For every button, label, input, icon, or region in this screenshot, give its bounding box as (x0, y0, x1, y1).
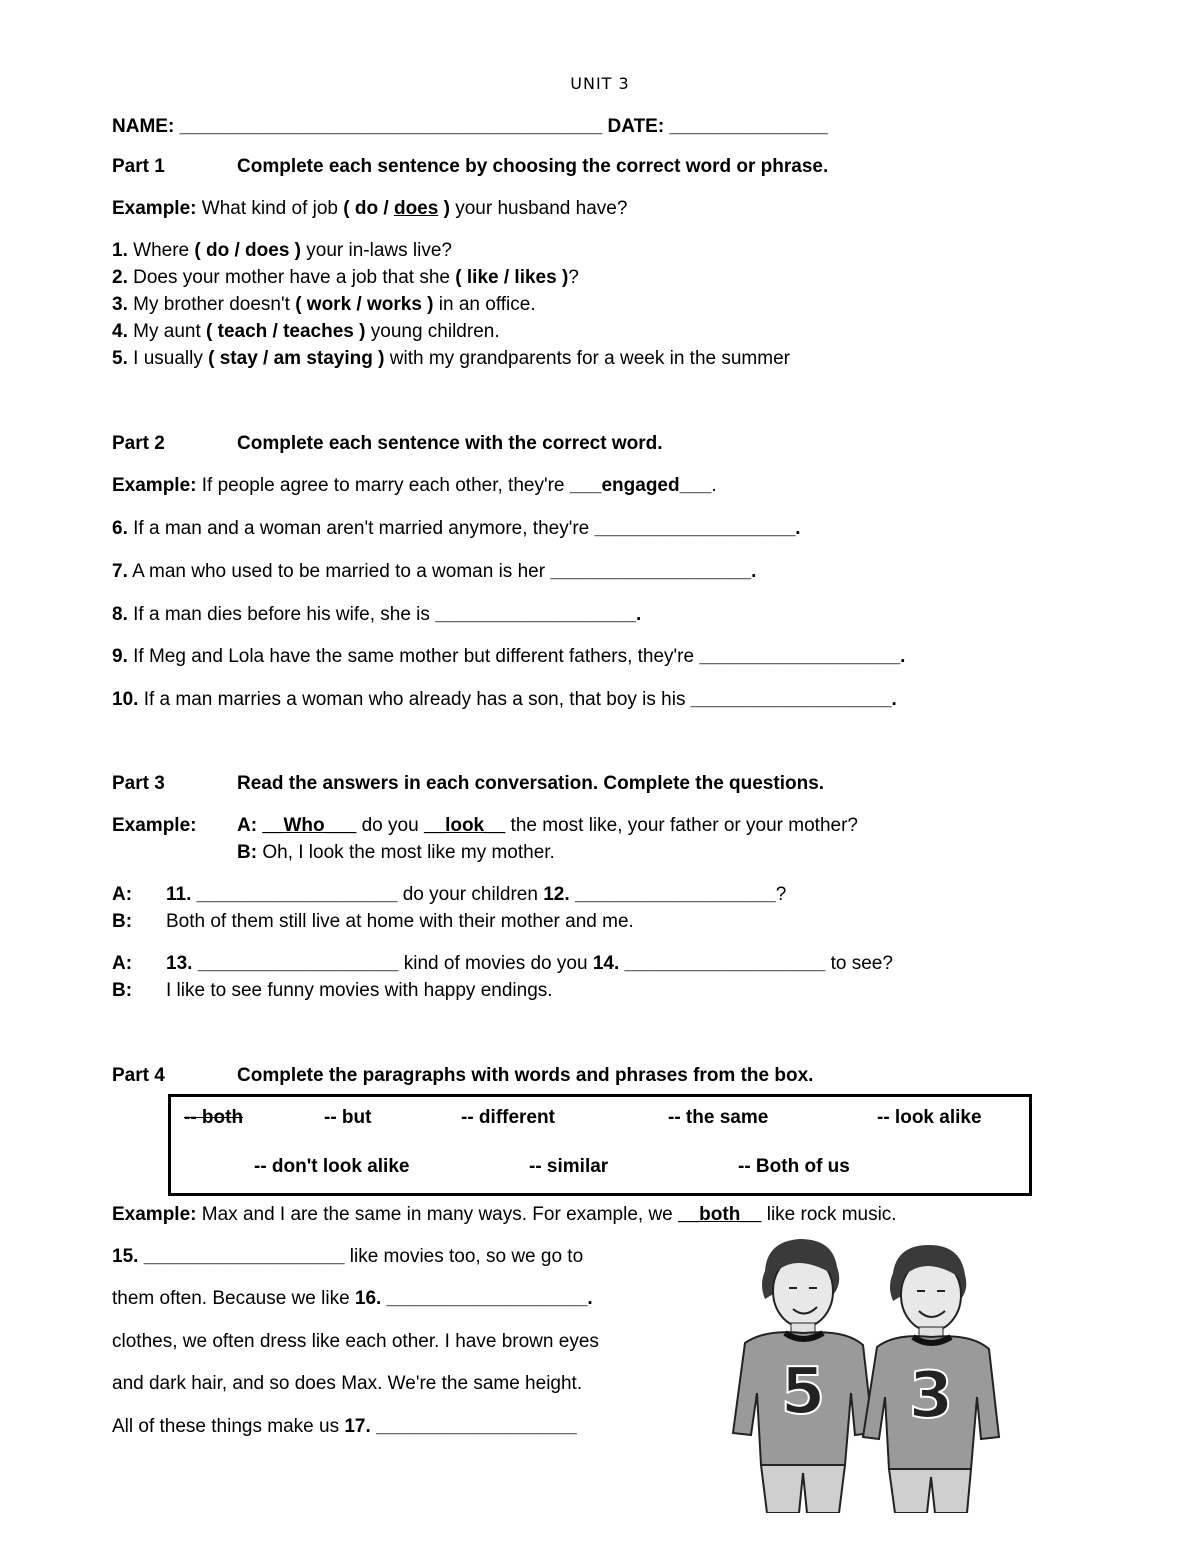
answer-blank[interactable]: ___________________ (386, 1288, 588, 1309)
paragraph-line-5 (112, 1415, 577, 1439)
answer-blank[interactable]: ___________________ (594, 518, 796, 539)
conversation-2-b (112, 979, 553, 1003)
answer-blank[interactable]: ___________________ (196, 884, 398, 905)
boy-left (733, 1239, 873, 1513)
item-text: My aunt (133, 321, 201, 342)
paragraph-text: clothes, we often dress like each other. I have brown eyes (112, 1331, 599, 1352)
boy-right (863, 1245, 999, 1513)
part2-heading (112, 432, 663, 456)
word-box-item: -- Both of us (738, 1156, 850, 1177)
part3-label: Part 3 (112, 773, 165, 794)
word-box-item: -- different (461, 1107, 555, 1128)
speaker-a-label: A: (112, 884, 133, 905)
paragraph-line-3 (112, 1330, 599, 1354)
part2-item-10 (112, 688, 897, 712)
response-text: I like to see funny movies with happy endings. (166, 980, 553, 1001)
item-choice[interactable]: ( teach / teaches ) (206, 321, 366, 342)
answer-blank[interactable]: ___________________ (699, 646, 901, 667)
item-choice[interactable]: ( do / does ) (194, 240, 301, 261)
paragraph-text: like movies too, so we go to (349, 1246, 584, 1267)
answer-blank[interactable]: ___________________ (376, 1416, 577, 1437)
item-number: 2. (112, 267, 128, 288)
example-end: . (711, 475, 717, 496)
answer-blank[interactable]: ___________________ (550, 561, 752, 582)
word-box (168, 1094, 1032, 1196)
example-response: Oh, I look the most like my mother. (262, 842, 555, 863)
part4-instruction: Complete the paragraphs with words and phrases from the box. (237, 1065, 814, 1086)
example-answer-1: __Who___ (262, 815, 357, 836)
item-number: 5. (112, 348, 128, 369)
name-label: NAME: (112, 116, 175, 137)
conversation-2-a (112, 952, 893, 976)
part4-label: Part 4 (112, 1065, 165, 1086)
item-text-end: ? (568, 267, 579, 288)
part1-instruction: Complete each sentence by choosing the correct word or phrase. (237, 156, 829, 177)
item-number: 6. (112, 518, 128, 539)
item-number: 11. (166, 884, 192, 905)
speaker-b-label: B: (112, 911, 133, 932)
header-line (112, 115, 828, 139)
item-text: Does your mother have a job that she (133, 267, 450, 288)
example-label: Example: (112, 198, 197, 219)
example-label: Example: (112, 475, 197, 496)
word-box-item: -- similar (529, 1156, 609, 1177)
part1-item-5 (112, 347, 790, 371)
twin-boys-illustration (705, 1233, 1030, 1513)
item-text: If a man and a woman aren't married anymore, they're (133, 518, 590, 539)
part4-example (112, 1203, 897, 1227)
item-choice[interactable]: ( work / works ) (295, 294, 434, 315)
item-text-end: with my grandparents for a week in the summer (389, 348, 790, 369)
part3-example-a (112, 814, 858, 838)
part1-label: Part 1 (112, 156, 165, 177)
item-text: A man who used to be married to a woman is her (132, 561, 546, 582)
answer-blank[interactable]: ___________________ (624, 953, 826, 974)
response-text: Both of them still live at home with their mother and me. (166, 911, 634, 932)
part2-example (112, 474, 717, 498)
item-number: 7. (112, 561, 128, 582)
word-box-item: -- look alike (877, 1107, 982, 1128)
item-number: 13. (166, 953, 193, 974)
paragraph-line-1 (112, 1245, 583, 1269)
part3-heading (112, 772, 824, 796)
item-number: 1. (112, 240, 128, 261)
item-choice[interactable]: ( like / likes ) (455, 267, 569, 288)
answer-blank[interactable]: ___________________ (197, 953, 399, 974)
date-label: DATE: (607, 116, 665, 137)
part2-item-7 (112, 560, 756, 584)
word-box-item: -- both (184, 1107, 244, 1128)
item-text-end: young children. (370, 321, 500, 342)
item-text-end: in an office. (438, 294, 536, 315)
word-box-item: -- don't look alike (254, 1156, 410, 1177)
item-text: If a man dies before his wife, she is (133, 604, 430, 625)
question-end: to see? (830, 953, 893, 974)
item-end: . (635, 604, 642, 625)
item-text: Where (133, 240, 190, 261)
item-number: 4. (112, 321, 128, 342)
item-number: 12. (543, 884, 570, 905)
answer-blank[interactable]: ___________________ (435, 604, 636, 625)
page-title: UNIT 3 (570, 74, 630, 93)
name-blank[interactable]: ________________________________________ (179, 116, 603, 137)
item-text: If a man marries a woman who already has a son, that boy is his (143, 689, 686, 710)
answer-blank[interactable]: ___________________ (143, 1246, 345, 1267)
speaker-b-label: B: (237, 842, 258, 863)
item-end: . (795, 518, 801, 539)
part1-item-2 (112, 266, 579, 290)
item-number: 10. (112, 689, 139, 710)
item-end: . (891, 689, 897, 710)
example-answer: does (393, 198, 439, 219)
part2-label: Part 2 (112, 433, 165, 454)
item-number: 3. (112, 294, 128, 315)
speaker-a-label: A: (237, 815, 258, 836)
shirt-number-3: 3 (908, 1359, 954, 1433)
item-number: 16. (354, 1288, 382, 1309)
conversation-1-b (112, 910, 634, 934)
paragraph-text: them often. Because we like (112, 1288, 350, 1309)
shirt-number-5: 5 (780, 1355, 826, 1429)
example-text: Max and I are the same in many ways. For example, we (201, 1204, 673, 1225)
paragraph-text: All of these things make us (112, 1416, 340, 1437)
item-number: 14. (592, 953, 620, 974)
part1-example (112, 197, 627, 221)
part1-item-1 (112, 239, 452, 263)
word-box-item: -- but (324, 1107, 372, 1128)
example-text-end: the most like, your father or your mother? (510, 815, 858, 836)
part2-instruction: Complete each sentence with the correct word. (237, 433, 663, 454)
example-choice-close: ) (443, 198, 450, 219)
date-blank[interactable]: _______________ (669, 116, 828, 137)
conversation-1-a (112, 883, 786, 907)
item-text: I usually (133, 348, 203, 369)
question-text: do your children (402, 884, 538, 905)
example-text-end: like rock music. (766, 1204, 897, 1225)
example-answer: ___engaged___ (569, 475, 712, 496)
speaker-a-label: A: (112, 953, 133, 974)
item-end: . (900, 646, 906, 667)
paragraph-line-2 (112, 1287, 593, 1311)
example-text-end: your husband have? (455, 198, 628, 219)
example-answer-2: __look__ (423, 815, 506, 836)
item-number: 8. (112, 604, 128, 625)
part2-item-9 (112, 645, 905, 669)
question-text: kind of movies do you (403, 953, 588, 974)
part2-item-6 (112, 517, 801, 541)
item-number: 9. (112, 646, 128, 667)
item-choice[interactable]: ( stay / am staying ) (208, 348, 385, 369)
example-text: do you (361, 815, 419, 836)
answer-blank[interactable]: ___________________ (574, 884, 776, 905)
item-number: 15. (112, 1246, 139, 1267)
item-text-end: your in-laws live? (306, 240, 453, 261)
example-label: Example: (112, 1204, 197, 1225)
item-number: 17. (344, 1416, 371, 1437)
part3-example-b (112, 841, 555, 865)
paragraph-end: . (587, 1288, 593, 1309)
part4-heading (112, 1064, 813, 1088)
example-choice-open: ( do / (343, 198, 389, 219)
part1-item-3 (112, 293, 536, 317)
paragraph-line-4 (112, 1372, 582, 1396)
answer-blank[interactable]: ___________________ (690, 689, 892, 710)
part1-item-4 (112, 320, 500, 344)
item-end: . (751, 561, 757, 582)
part1-heading (112, 155, 828, 179)
example-text: What kind of job (201, 198, 339, 219)
part2-item-8 (112, 603, 641, 627)
example-label: Example: (112, 815, 197, 836)
word-box-item: -- the same (668, 1107, 769, 1128)
example-text: If people agree to marry each other, they're (201, 475, 565, 496)
speaker-b-label: B: (112, 980, 133, 1001)
item-text: My brother doesn't (133, 294, 290, 315)
paragraph-text: and dark hair, and so does Max. We're the same height. (112, 1373, 583, 1394)
part3-instruction: Read the answers in each conversation. Complete the questions. (237, 773, 825, 794)
example-answer: __both__ (678, 1204, 762, 1225)
question-end: ? (775, 884, 787, 905)
item-text: If Meg and Lola have the same mother but different fathers, they're (133, 646, 695, 667)
